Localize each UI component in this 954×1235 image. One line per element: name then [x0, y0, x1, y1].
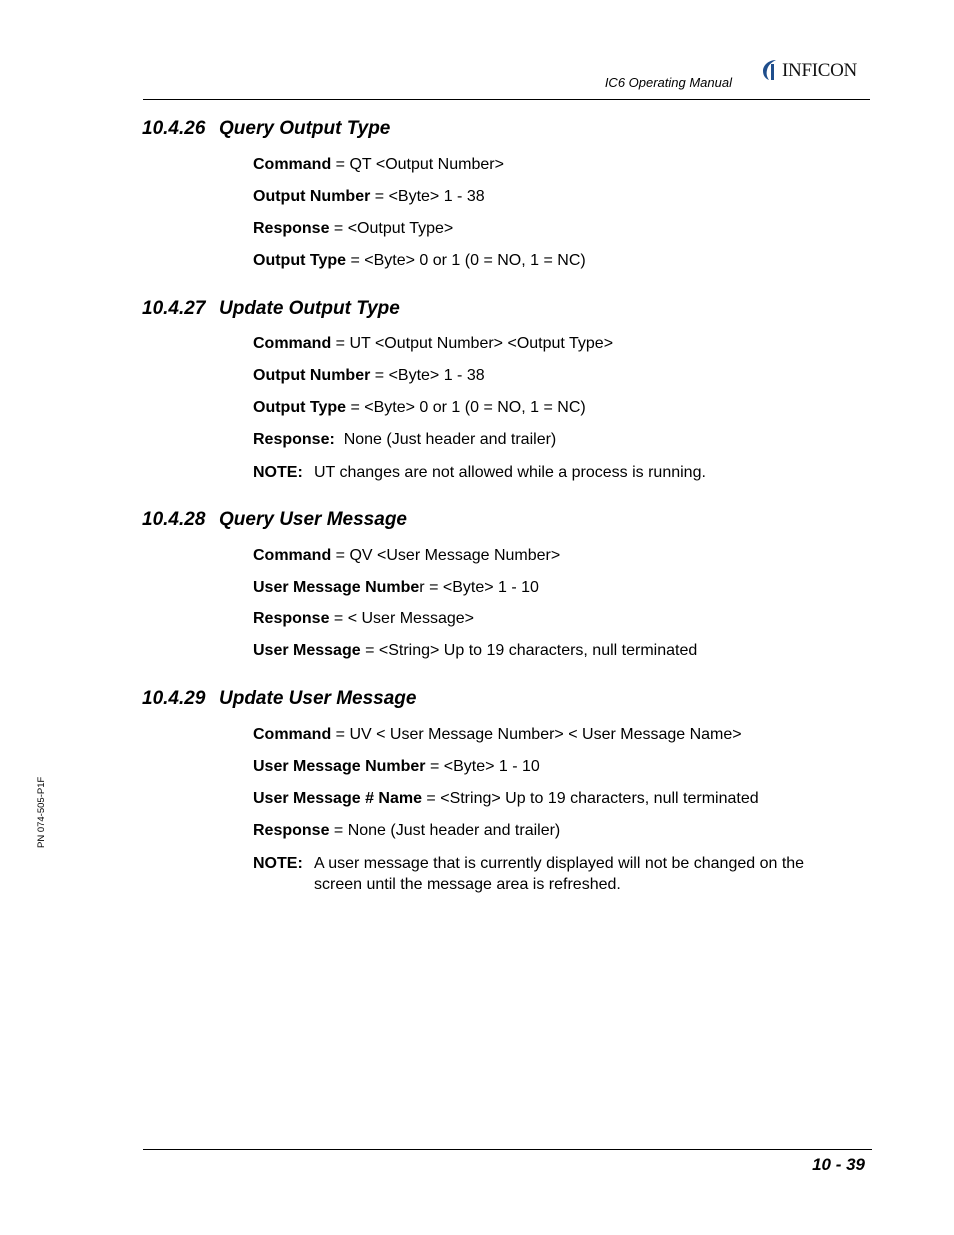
field-value: = < User Message>: [329, 610, 474, 627]
footer-rule: [143, 1149, 872, 1150]
field-label: Command: [253, 547, 332, 564]
field-label: Response: [253, 220, 330, 237]
field-label: Output Number: [253, 188, 371, 205]
section-heading-10-4-27: [142, 298, 400, 320]
field-value: = <String> Up to 19 characters, null terminated: [360, 642, 698, 659]
output-number-line: [253, 366, 485, 386]
inficon-logo-mark-icon: [760, 58, 782, 82]
field-label: User Message # Name: [253, 790, 422, 807]
user-message-name-line: [253, 789, 759, 809]
command-line: [253, 334, 613, 354]
note-label: NOTE:: [253, 855, 303, 872]
field-value: = <Byte> 1 - 10: [425, 758, 540, 775]
field-value: = <Byte> 0 or 1 (0 = NO, 1 = NC): [346, 252, 586, 269]
field-label: Command: [253, 726, 332, 743]
field-label: Command: [253, 335, 332, 352]
field-label: Response: [253, 822, 330, 839]
inficon-logo: [760, 58, 872, 86]
part-number: PN 074-505-P1F: [36, 776, 47, 848]
response-line: [253, 821, 560, 841]
field-label: User Message Numbe: [253, 579, 420, 596]
section-number: 10.4.28: [142, 509, 206, 530]
field-label: Response:: [253, 431, 335, 448]
field-label: Command: [253, 156, 332, 173]
command-line: [253, 155, 504, 175]
section-title: Query User Message: [219, 509, 407, 530]
field-value: = None (Just header and trailer): [329, 822, 561, 839]
field-label: Response: [253, 610, 330, 627]
user-message-number-line: [253, 578, 539, 598]
response-line: [253, 430, 556, 450]
field-label: User Message Number: [253, 758, 426, 775]
field-value: = UV < User Message Number> < User Message Name>: [331, 726, 742, 743]
field-value: r = <Byte> 1 - 10: [419, 579, 539, 596]
inficon-logo-text: INFICON: [782, 60, 857, 81]
field-value: = QT <Output Number>: [331, 156, 504, 173]
output-type-line: [253, 398, 586, 418]
section-title: Update Output Type: [219, 298, 400, 319]
field-label: Output Type: [253, 252, 347, 269]
section-heading-10-4-28: [142, 509, 407, 531]
section-number: 10.4.26: [142, 118, 206, 139]
field-label: User Message: [253, 642, 361, 659]
note-text: UT changes are not allowed while a process is running.: [314, 464, 706, 481]
field-value: = <Byte> 1 - 38: [370, 367, 485, 384]
page-number: 10 - 39: [812, 1155, 865, 1174]
section-heading-10-4-26: [142, 118, 390, 140]
field-value: = <Output Type>: [329, 220, 454, 237]
field-value: None (Just header and trailer): [334, 431, 557, 448]
section-title: Query Output Type: [219, 118, 391, 139]
field-value: = <String> Up to 19 characters, null terminated: [421, 790, 759, 807]
field-label: Output Type: [253, 399, 347, 416]
note-text: A user message that is currently displayed will not be changed on the screen until the message area is refreshed.: [314, 855, 805, 893]
running-header-title: IC6 Operating Manual: [604, 75, 732, 90]
output-number-line: [253, 187, 485, 207]
field-value: = UT <Output Number> <Output Type>: [331, 335, 614, 352]
section-number: 10.4.29: [142, 688, 206, 709]
section-title: Update User Message: [219, 688, 417, 709]
field-value: = <Byte> 0 or 1 (0 = NO, 1 = NC): [346, 399, 586, 416]
note-label: NOTE:: [253, 464, 303, 481]
field-label: Output Number: [253, 367, 371, 384]
response-line: [253, 609, 474, 629]
command-line: [253, 546, 560, 566]
field-value: = QV <User Message Number>: [331, 547, 561, 564]
header-rule: [143, 99, 870, 100]
output-type-line: [253, 251, 586, 271]
field-value: = <Byte> 1 - 38: [370, 188, 485, 205]
response-line: [253, 219, 453, 239]
section-number: 10.4.27: [142, 298, 206, 319]
section-heading-10-4-29: [142, 688, 416, 710]
user-message-number-line: [253, 757, 540, 777]
user-message-line: [253, 641, 697, 661]
command-line: [253, 725, 742, 745]
